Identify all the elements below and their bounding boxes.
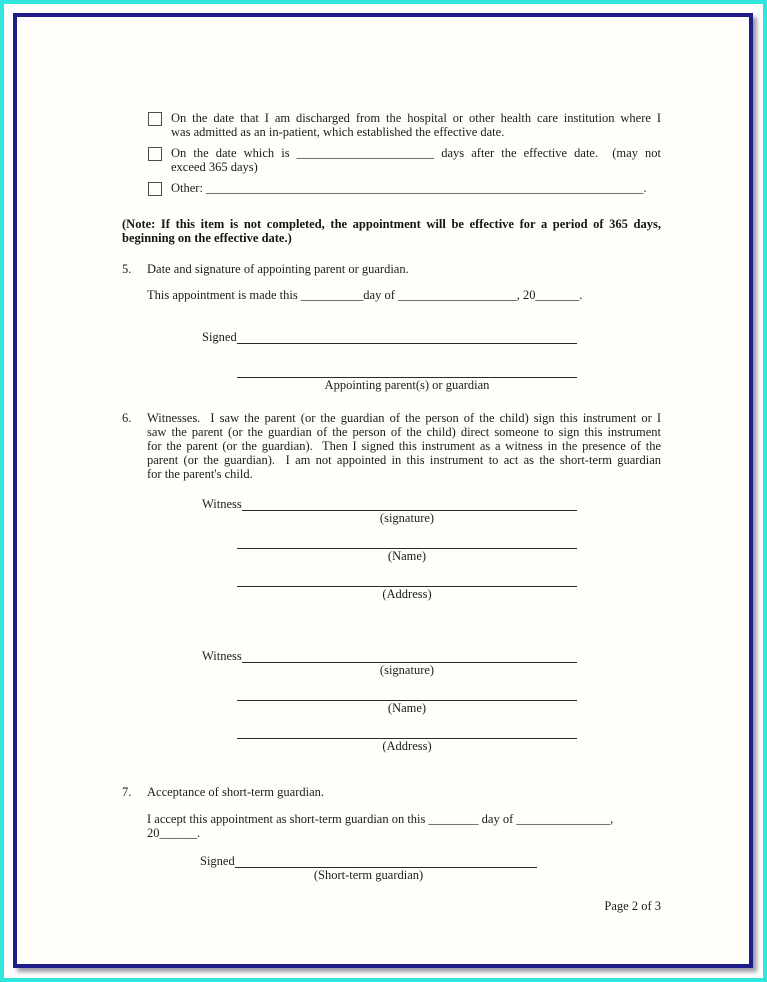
item-5-number: 5. — [122, 262, 132, 276]
option-days-after — [148, 146, 661, 174]
option-line: On the date that I am discharged from the hospital or other health care institution where I — [171, 111, 661, 125]
witness-1-row — [202, 496, 577, 511]
option-discharged — [148, 111, 661, 139]
option-other-text — [171, 181, 661, 196]
appointing-caption: Appointing parent(s) or guardian — [324, 378, 490, 392]
option-line: Other: ______________________________________________________________________. — [171, 181, 647, 195]
checkbox-discharged[interactable] — [148, 112, 162, 126]
item-6-text — [147, 411, 661, 481]
item-6-paragraph — [122, 411, 661, 481]
item-7-title: Acceptance of short-term guardian. — [147, 785, 325, 799]
item-6-line: parent (or the guardian). I am not appointed in this instrument to act as the short-term guardian — [147, 453, 661, 467]
item-6-line: for the parent's child. — [147, 467, 253, 481]
item-6-line: Witnesses. I saw the parent (or the guardian of the person of the child) sign this instrument or I — [147, 411, 661, 425]
witness-2-address-caption: (Address) — [382, 739, 432, 753]
note-paragraph — [122, 217, 661, 245]
page-frame — [13, 13, 753, 968]
signed-label: Signed — [200, 854, 235, 868]
guardian-signature-blank[interactable] — [235, 853, 537, 868]
option-line: On the date which is ______________________ days after the effective date. (may not — [171, 146, 661, 160]
appointing-signed-row — [202, 329, 577, 344]
item-6-number: 6. — [122, 411, 132, 425]
checkbox-days-after[interactable] — [148, 147, 162, 161]
witness-2-row — [202, 648, 577, 663]
option-days-after-text — [171, 146, 661, 174]
item-5-heading — [122, 262, 661, 276]
witness-label: Witness — [202, 649, 242, 663]
guardian-signed-row — [200, 853, 537, 868]
option-line: exceed 365 days) — [171, 160, 258, 174]
note-line: beginning on the effective date.) — [122, 231, 292, 245]
witness-1-signature-blank[interactable] — [242, 496, 577, 511]
item-6-line: for the parent (or the guardian). Then I signed this instrument as a witness in the presence of the — [147, 439, 661, 453]
witness-2-name-caption: (Name) — [387, 701, 427, 715]
option-line: was admitted as an in-patient, which established the effective date. — [171, 125, 505, 139]
option-discharged-text — [171, 111, 661, 139]
witness-1-signature-caption: (signature) — [379, 511, 435, 525]
appointing-signature-blank[interactable] — [237, 329, 577, 344]
checkbox-other[interactable] — [148, 182, 162, 196]
item-5-date-sentence: This appointment is made this __________day of ___________________, 20_______. — [147, 288, 583, 302]
witness-label: Witness — [202, 497, 242, 511]
guardian-signature-caption: (Short-term guardian) — [313, 868, 424, 882]
witness-2-signature-caption: (signature) — [379, 663, 435, 677]
signed-label: Signed — [202, 330, 237, 344]
page-number: Page 2 of 3 — [604, 899, 661, 913]
note-line: (Note: If this item is not completed, the appointment will be effective for a period of 365 days, — [122, 217, 661, 231]
page-content — [17, 17, 749, 913]
item-7-accept-sentence: I accept this appointment as short-term guardian on this ________ day of _______________, 20______. — [147, 812, 617, 840]
witness-1-name-caption: (Name) — [387, 549, 427, 563]
witness-1-address-caption: (Address) — [382, 587, 432, 601]
item-5-title: Date and signature of appointing parent or guardian. — [147, 262, 409, 276]
item-7-number: 7. — [122, 785, 132, 799]
witness-2-signature-blank[interactable] — [242, 648, 577, 663]
option-other — [148, 181, 661, 196]
item-6-line: saw the parent (or the guardian of the person of the child) direct someone to sign this instrument — [147, 425, 661, 439]
item-7-heading — [122, 785, 661, 799]
